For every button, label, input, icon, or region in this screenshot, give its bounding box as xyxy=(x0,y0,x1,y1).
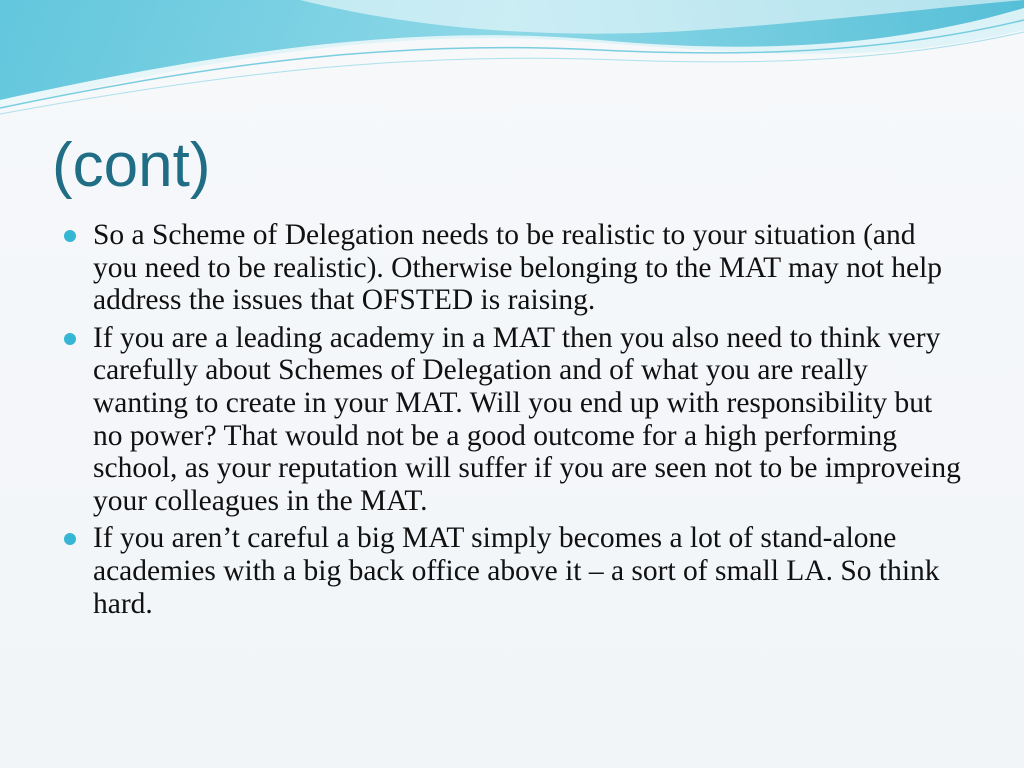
bullet-text: So a Scheme of Delegation needs to be realistic to your situation (and you need to be realistic). Otherwise belonging to the MAT may not help address the issues that OFSTED is raising. xyxy=(93,219,943,317)
bullet-text: If you are a leading academy in a MAT then you also need to think very carefully about Schemes of Delegation and of what you are really wanting to create in your MAT. Will you end up with responsibility but no power? That would not be a good outcome for a high performing school, as your reputation will suffer if you are seen not to be improveing your colleagues in the MAT. xyxy=(93,321,961,517)
slide-title: (cont) xyxy=(52,131,211,200)
bullet-dot-icon xyxy=(64,230,76,242)
bullet-dot-icon xyxy=(64,533,76,545)
bullet-text: If you aren’t careful a big MAT simply becomes a lot of stand-alone academies with a big back office above it – a sort of small LA. So think hard. xyxy=(93,522,940,620)
bullet-item xyxy=(64,522,964,620)
bullet-item xyxy=(64,322,964,518)
header-wave-decoration xyxy=(0,0,1024,130)
bullet-dot-icon xyxy=(64,333,76,345)
bullet-item xyxy=(64,219,964,317)
bullet-list xyxy=(64,219,964,625)
